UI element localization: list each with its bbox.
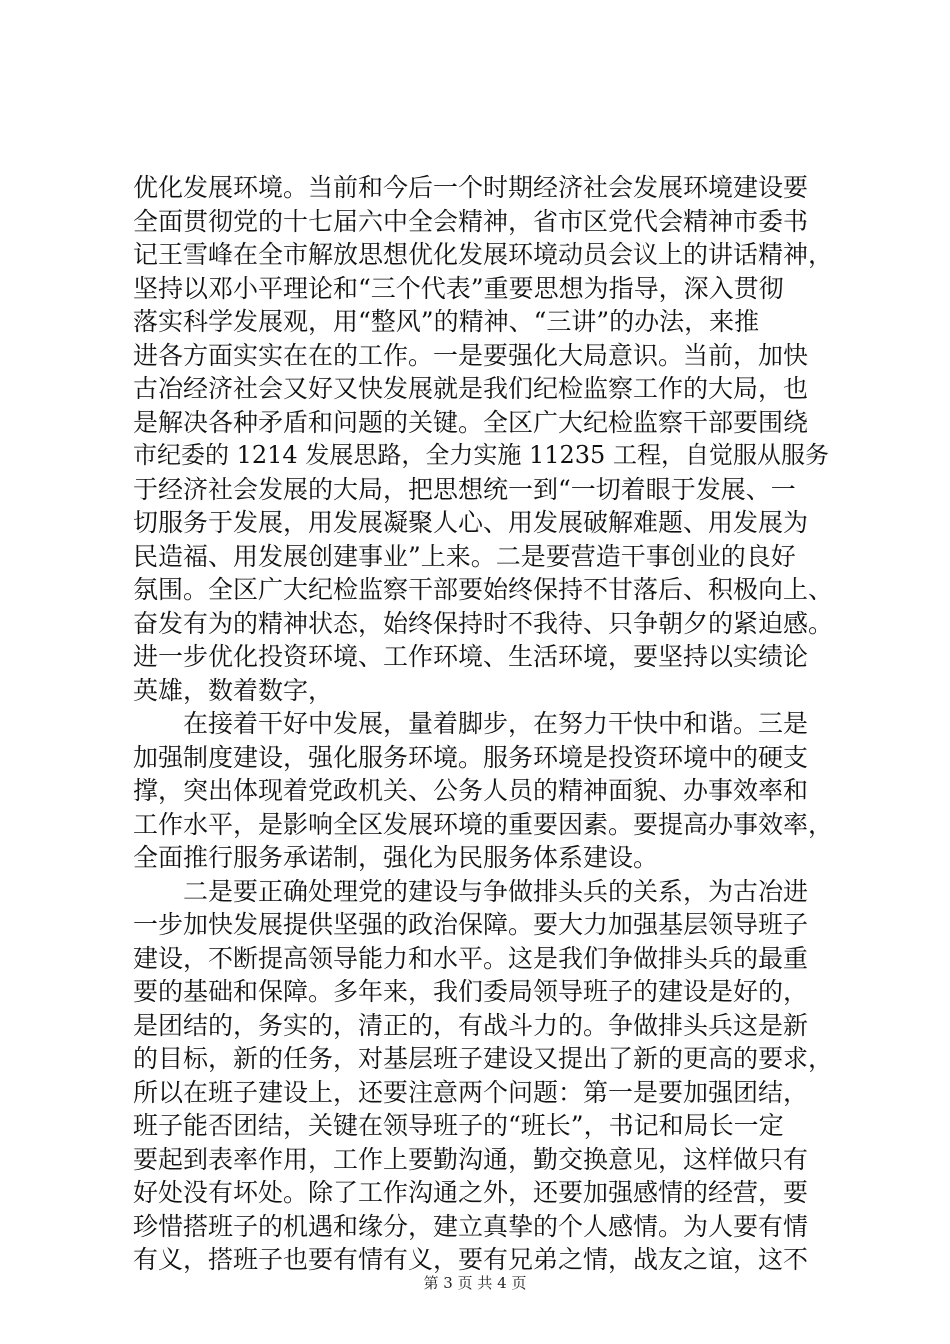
text-line: 坚持以邓小平理论和“三个代表”重要思想为指导，深入贯彻 bbox=[133, 273, 784, 303]
text-line: 的目标，新的任务，对基层班子建设又提出了新的更高的要求， bbox=[133, 1044, 833, 1073]
text-line: 珍惜搭班子的机遇和缘分，建立真挚的个人感情。为人要有情 bbox=[133, 1211, 809, 1241]
text-line: 古冶经济社会又好又快发展就是我们纪检监察工作的大局，也 bbox=[133, 374, 809, 403]
page-footer: 第 3 页 共 4 页 bbox=[423, 1274, 527, 1292]
text-line: 工作水平，是影响全区发展环境的重要因素。要提高办事效率， bbox=[133, 809, 833, 839]
text-line: 班子能否团结，关键在领导班子的“班长”，书记和局长一定 bbox=[133, 1111, 784, 1140]
text-line: 所以在班子建设上，还要注意两个问题：第一是要加强团结， bbox=[133, 1077, 809, 1107]
text-line: 加强制度建设，强化服务环境。服务环境是投资环境中的硬支 bbox=[133, 742, 809, 772]
text-line: 有义，搭班子也要有情有义，要有兄弟之情，战友之谊，这不 bbox=[133, 1245, 809, 1274]
text-line: 进各方面实实在在的工作。一是要强化大局意识。当前，加快 bbox=[133, 340, 809, 370]
text-line: 切服务于发展，用发展凝聚人心、用发展破解难题、用发展为 bbox=[133, 508, 809, 537]
text-line: 一步加快发展提供坚强的政治保障。要大力加强基层领导班子 bbox=[133, 910, 809, 939]
text-line: 是解决各种矛盾和问题的关键。全区广大纪检监察干部要围绕 bbox=[133, 407, 809, 437]
text-line: 撑，突出体现着党政机关、公务人员的精神面貌、办事效率和 bbox=[133, 776, 809, 805]
text-line: 好处没有坏处。除了工作沟通之外，还要加强感情的经营，要 bbox=[133, 1178, 809, 1207]
text-line: 英雄，数着数字， bbox=[133, 675, 334, 705]
text-line: 要起到表率作用，工作上要勤沟通，勤交换意见，这样做只有 bbox=[133, 1144, 809, 1174]
text-line: 优化发展环境。当前和今后一个时期经济社会发展环境建设要 bbox=[133, 173, 809, 202]
text-line: 二是要正确处理党的建设与争做排头兵的关系，为古冶进 bbox=[133, 876, 809, 906]
text-line: 全面贯彻党的十七届六中全会精神，省市区党代会精神市委书 bbox=[133, 206, 809, 236]
body-text bbox=[133, 171, 833, 1277]
text-line: 民造福、用发展创建事业”上来。二是要营造干事创业的良好 bbox=[133, 541, 796, 571]
text-line: 于经济社会发展的大局，把思想统一到“一切着眼于发展、一 bbox=[133, 474, 796, 504]
text-line: 记王雪峰在全市解放思想优化发展环境动员会议上的讲话精神， bbox=[133, 240, 833, 269]
text-line: 要的基础和保障。多年来，我们委局领导班子的建设是好的， bbox=[133, 977, 809, 1006]
text-line: 进一步优化投资环境、工作环境、生活环境，要坚持以实绩论 bbox=[133, 642, 809, 671]
text-line: 在接着干好中发展，量着脚步，在努力干快中和谐。三是 bbox=[133, 709, 809, 738]
text-line: 奋发有为的精神状态，始终保持时不我待、只争朝夕的紧迫感。 bbox=[133, 608, 833, 638]
text-line: 是团结的，务实的，清正的，有战斗力的。争做排头兵这是新 bbox=[133, 1010, 809, 1040]
text-line: 全面推行服务承诺制，强化为民服务体系建设。 bbox=[133, 843, 659, 872]
text-line: 氛围。全区广大纪检监察干部要始终保持不甘落后、积极向上、 bbox=[133, 575, 833, 604]
text-line: 市纪委的 1214 发展思路，全力实施 11235 工程，自觉服从服务 bbox=[133, 441, 829, 469]
text-line: 建设，不断提高领导能力和水平。这是我们争做排头兵的最重 bbox=[133, 943, 809, 973]
text-line: 落实科学发展观，用“整风”的精神、“三讲”的办法，来推 bbox=[133, 307, 760, 336]
